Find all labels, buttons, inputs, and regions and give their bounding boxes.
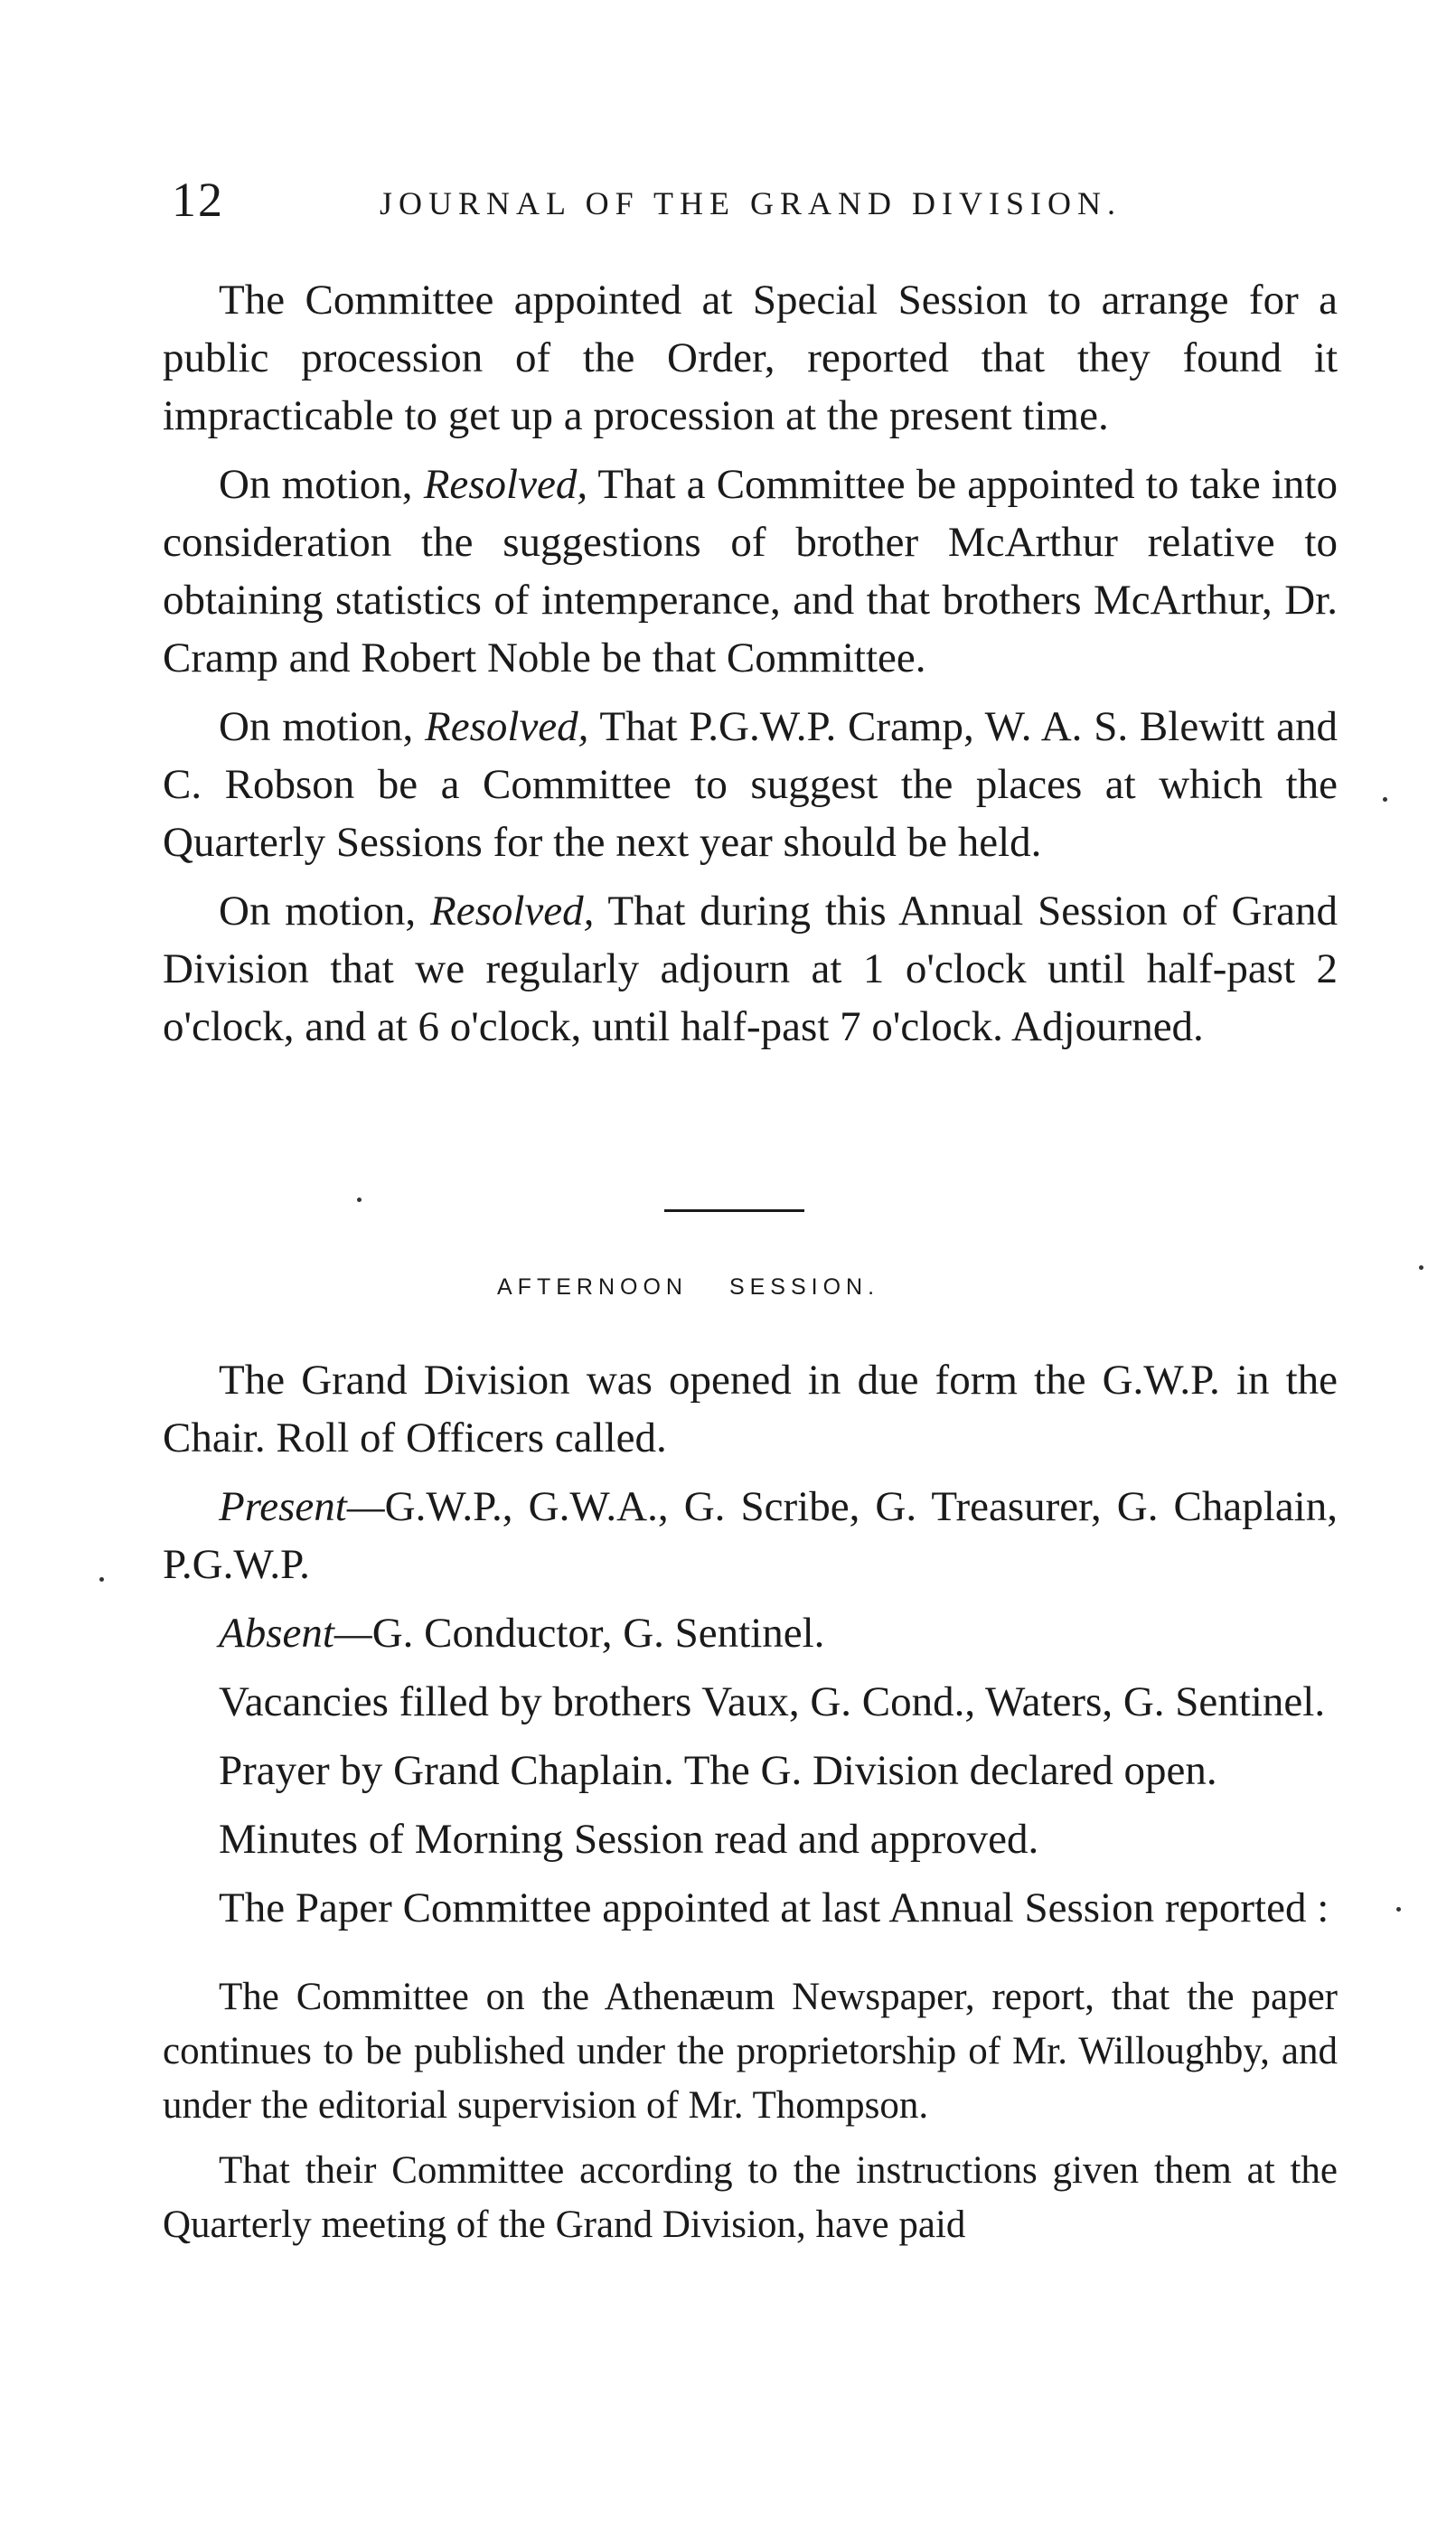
absent-label: Absent—: [219, 1610, 372, 1657]
paragraph-prayer: Prayer by Grand Chaplain. The G. Division declared open.: [219, 1747, 1217, 1794]
resolved-label: Resolved,: [425, 703, 589, 750]
running-head-title: JOURNAL OF THE GRAND DIVISION.: [380, 185, 1122, 221]
running-head: [172, 172, 1320, 244]
paragraph-minutes: Minutes of Morning Session read and approved.: [219, 1816, 1039, 1863]
morning-session-text: [163, 271, 1338, 1056]
paragraph-athenaeum-report: The Committee on the Athenæum Newspaper, report, that the paper continues to be published under the proprietorship of Mr. Willoughby, and under the editorial supervision of Mr. Thompson.: [163, 1976, 1338, 2127]
paragraph-payment: That their Committee according to the instructions given them at the Quarterly meeting of the Grand Division, have paid: [163, 2149, 1338, 2246]
committee-report-text: [163, 1970, 1338, 2252]
ink-speck: [99, 1577, 104, 1582]
resolved-label: Resolved,: [423, 461, 588, 508]
motion-body: That P.G.W.P. Cramp, W. A. S. Blewitt and C. Robson be a Committee to suggest the places at which the Quarterly Sessions for the next year should be held.: [163, 703, 1338, 866]
paragraph-quarterly-motion: [163, 698, 1338, 871]
ink-speck: [1383, 797, 1387, 802]
paragraph-adjourn-motion: [163, 882, 1338, 1056]
ink-speck: [1419, 1265, 1423, 1270]
section-heading: [497, 1274, 879, 1301]
motion-body: That a Committee be appointed to take into consideration the suggestions of brother McArthur relative to obtaining statistics of intemperance, and that brothers McArthur, Dr. Cramp and Robert Noble be that Committee.: [163, 461, 1338, 681]
section-heading-word: AFTERNOON: [497, 1274, 688, 1300]
present-label: Present—: [219, 1483, 385, 1530]
section-divider: [664, 1209, 804, 1212]
paragraph-procession: The Committee appointed at Special Session to arrange for a public procession of the Order, reported that they found it impracticable to get up a procession at the present time.: [163, 277, 1338, 439]
paragraph-present: [163, 1478, 1338, 1593]
ink-speck: [1396, 1907, 1401, 1912]
section-heading-word: SESSION.: [728, 1274, 880, 1300]
resolved-label: Resolved,: [430, 888, 595, 935]
afternoon-session-text: [163, 1351, 1338, 1937]
motion-lead: On motion,: [219, 461, 424, 508]
page-number: 12: [172, 173, 224, 227]
paragraph-statistics-motion: [163, 456, 1338, 687]
paragraph-absent: [163, 1604, 1338, 1662]
present-list: G.W.P., G.W.A., G. Scribe, G. Treasurer, G. Chaplain, P.G.W.P.: [163, 1483, 1338, 1588]
paragraph-paper-committee: The Paper Committee appointed at last Annual Session reported :: [219, 1884, 1329, 1931]
motion-lead: On motion,: [219, 703, 426, 750]
paragraph-opening: The Grand Division was opened in due form the G.W.P. in the Chair. Roll of Officers called.: [163, 1357, 1338, 1461]
absent-list: G. Conductor, G. Sentinel.: [371, 1610, 825, 1657]
paragraph-vacancies: Vacancies filled by brothers Vaux, G. Cond., Waters, G. Sentinel.: [219, 1678, 1326, 1725]
motion-body: That during this Annual Session of Grand Division that we regularly adjourn at 1 o'clock until half-past 2 o'clock, and at 6 o'clock, until half-past 7 o'clock. Adjourned.: [163, 888, 1338, 1050]
motion-lead: On motion,: [219, 888, 430, 935]
ink-speck: [357, 1198, 362, 1202]
